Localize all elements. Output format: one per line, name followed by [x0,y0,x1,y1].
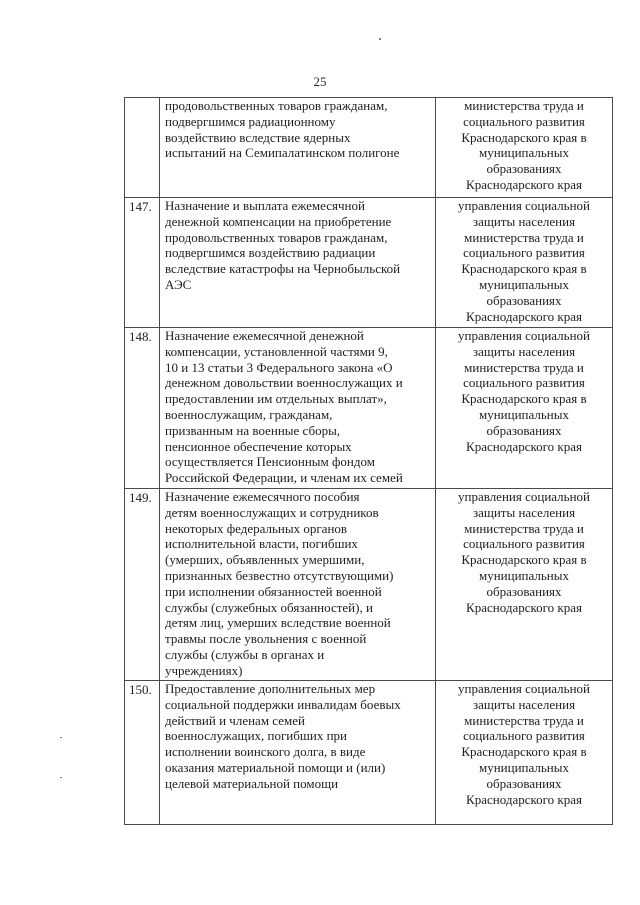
service-line: целевой материальной помощи [165,775,339,791]
service-line: подвергшимся радиационному [165,113,336,129]
service-line: детям военнослужащих и сотрудников [165,504,379,520]
org-line: образованиях [486,775,562,791]
org-line: социального развития [463,113,585,129]
row-number: 149. [125,489,160,681]
org-line: Краснодарского края [466,176,582,192]
responsible-organization [436,328,613,489]
service-line: призванным на военные сборы, [165,422,341,438]
org-line: муниципальных [478,567,569,583]
org-line: министерства труда и [464,712,584,728]
org-line: муниципальных [478,759,569,775]
org-line: муниципальных [478,145,569,161]
service-line: предоставлении им отдельных выплат», [165,391,387,407]
service-line: АЭС [165,276,192,292]
org-line: управления социальной [458,328,590,343]
service-name [160,98,436,198]
service-line: (умерших, объявленных умершими, [165,552,365,568]
responsible-organization [436,489,613,681]
row-number: 150. [125,681,160,825]
org-line: защиты населения [472,504,576,520]
service-line: исполнительной власти, погибших [165,536,358,552]
org-line: образованиях [486,292,562,308]
row-number [125,98,160,198]
service-line: травмы после увольнения с военной [165,631,367,647]
row-number: 147. [125,198,160,328]
service-line: Назначение ежемесячной денежной [165,328,364,343]
org-line: министерства труда и [464,98,584,113]
org-line: Краснодарского края [466,599,582,615]
service-line: денежном довольствии военнослужащих и [165,375,403,391]
service-name [160,198,436,328]
org-line: защиты населения [472,696,576,712]
service-line: компенсации, установленной частями 9, [165,343,388,359]
service-line: Предоставление дополнительных мер [165,681,376,696]
service-line: осуществляется Пенсионным фондом [165,454,375,470]
scan-mark [60,737,62,738]
org-line: Краснодарского края в [461,744,587,760]
org-line: Краснодарского края в [461,552,587,568]
service-line: Назначение ежемесячного пособия [165,489,360,504]
org-line: Краснодарского края в [461,129,587,145]
service-line: оказания материальной помощи и (или) [165,759,386,775]
service-line: продовольственных товаров гражданам, [165,229,388,245]
org-line: защиты населения [472,343,576,359]
org-line: управления социальной [458,489,590,504]
service-line: 10 и 13 статьи 3 Федерального закона «О [165,359,393,375]
service-line: учреждениях) [165,662,243,678]
responsible-organization [436,98,613,198]
org-line: образованиях [486,583,562,599]
org-line: защиты населения [472,213,576,229]
service-line: продовольственных товаров гражданам, [165,98,388,113]
service-line: при исполнении обязанностей военной [165,583,382,599]
table-row [125,98,613,198]
service-line: Российской Федерации, и членам их семей [165,470,403,486]
org-line: муниципальных [478,276,569,292]
table-row [125,681,613,825]
service-line: денежной компенсации на приобретение [165,213,392,229]
service-line: службы (службы в органах и [165,646,325,662]
org-line: Краснодарского края [466,308,582,324]
org-line: социального развития [463,245,585,261]
service-line: некоторых федеральных органов [165,520,348,536]
org-line: министерства труда и [464,520,584,536]
service-line: службы (служебных обязанностей), и [165,599,373,615]
services-table [124,97,613,825]
service-line: испытаний на Семипалатинском полигоне [165,145,400,161]
org-line: Краснодарского края в [461,261,587,277]
org-line: Краснодарского края [466,791,582,807]
service-line: социальной поддержки инвалидам боевых [165,696,401,712]
service-line: военнослужащим, гражданам, [165,406,333,422]
service-line: военнослужащих, погибших при [165,728,348,744]
table-row [125,198,613,328]
table-row [125,489,613,681]
org-line: Краснодарского края в [461,391,587,407]
org-line: образованиях [486,422,562,438]
scan-speck [379,38,381,40]
services-table-body [125,98,613,825]
org-line: Краснодарского края [466,438,582,454]
org-line: управления социальной [458,198,590,213]
service-name [160,489,436,681]
service-line: действий и членам семей [165,712,305,728]
service-line: детям лиц, умерших вследствие военной [165,615,391,631]
org-line: управления социальной [458,681,590,696]
service-line: пенсионное обеспечение которых [165,438,352,454]
service-line: вследствие катастрофы на Чернобыльской [165,261,401,277]
service-line: признанных безвестно отсутствующими) [165,567,394,583]
org-line: социального развития [463,728,585,744]
service-line: воздействию вследствие ядерных [165,129,351,145]
service-line: исполнении воинского долга, в виде [165,744,366,760]
org-line: муниципальных [478,406,569,422]
service-line: подвергшимся воздействию радиации [165,245,376,261]
org-line: социального развития [463,375,585,391]
row-number: 148. [125,328,160,489]
table-row [125,328,613,489]
service-name [160,681,436,825]
responsible-organization [436,198,613,328]
service-line: Назначение и выплата ежемесячной [165,198,365,213]
org-line: социального развития [463,536,585,552]
service-name [160,328,436,489]
org-line: образованиях [486,161,562,177]
scan-mark [60,777,62,778]
org-line: министерства труда и [464,229,584,245]
page-number: 25 [313,74,327,89]
org-line: министерства труда и [464,359,584,375]
responsible-organization [436,681,613,825]
